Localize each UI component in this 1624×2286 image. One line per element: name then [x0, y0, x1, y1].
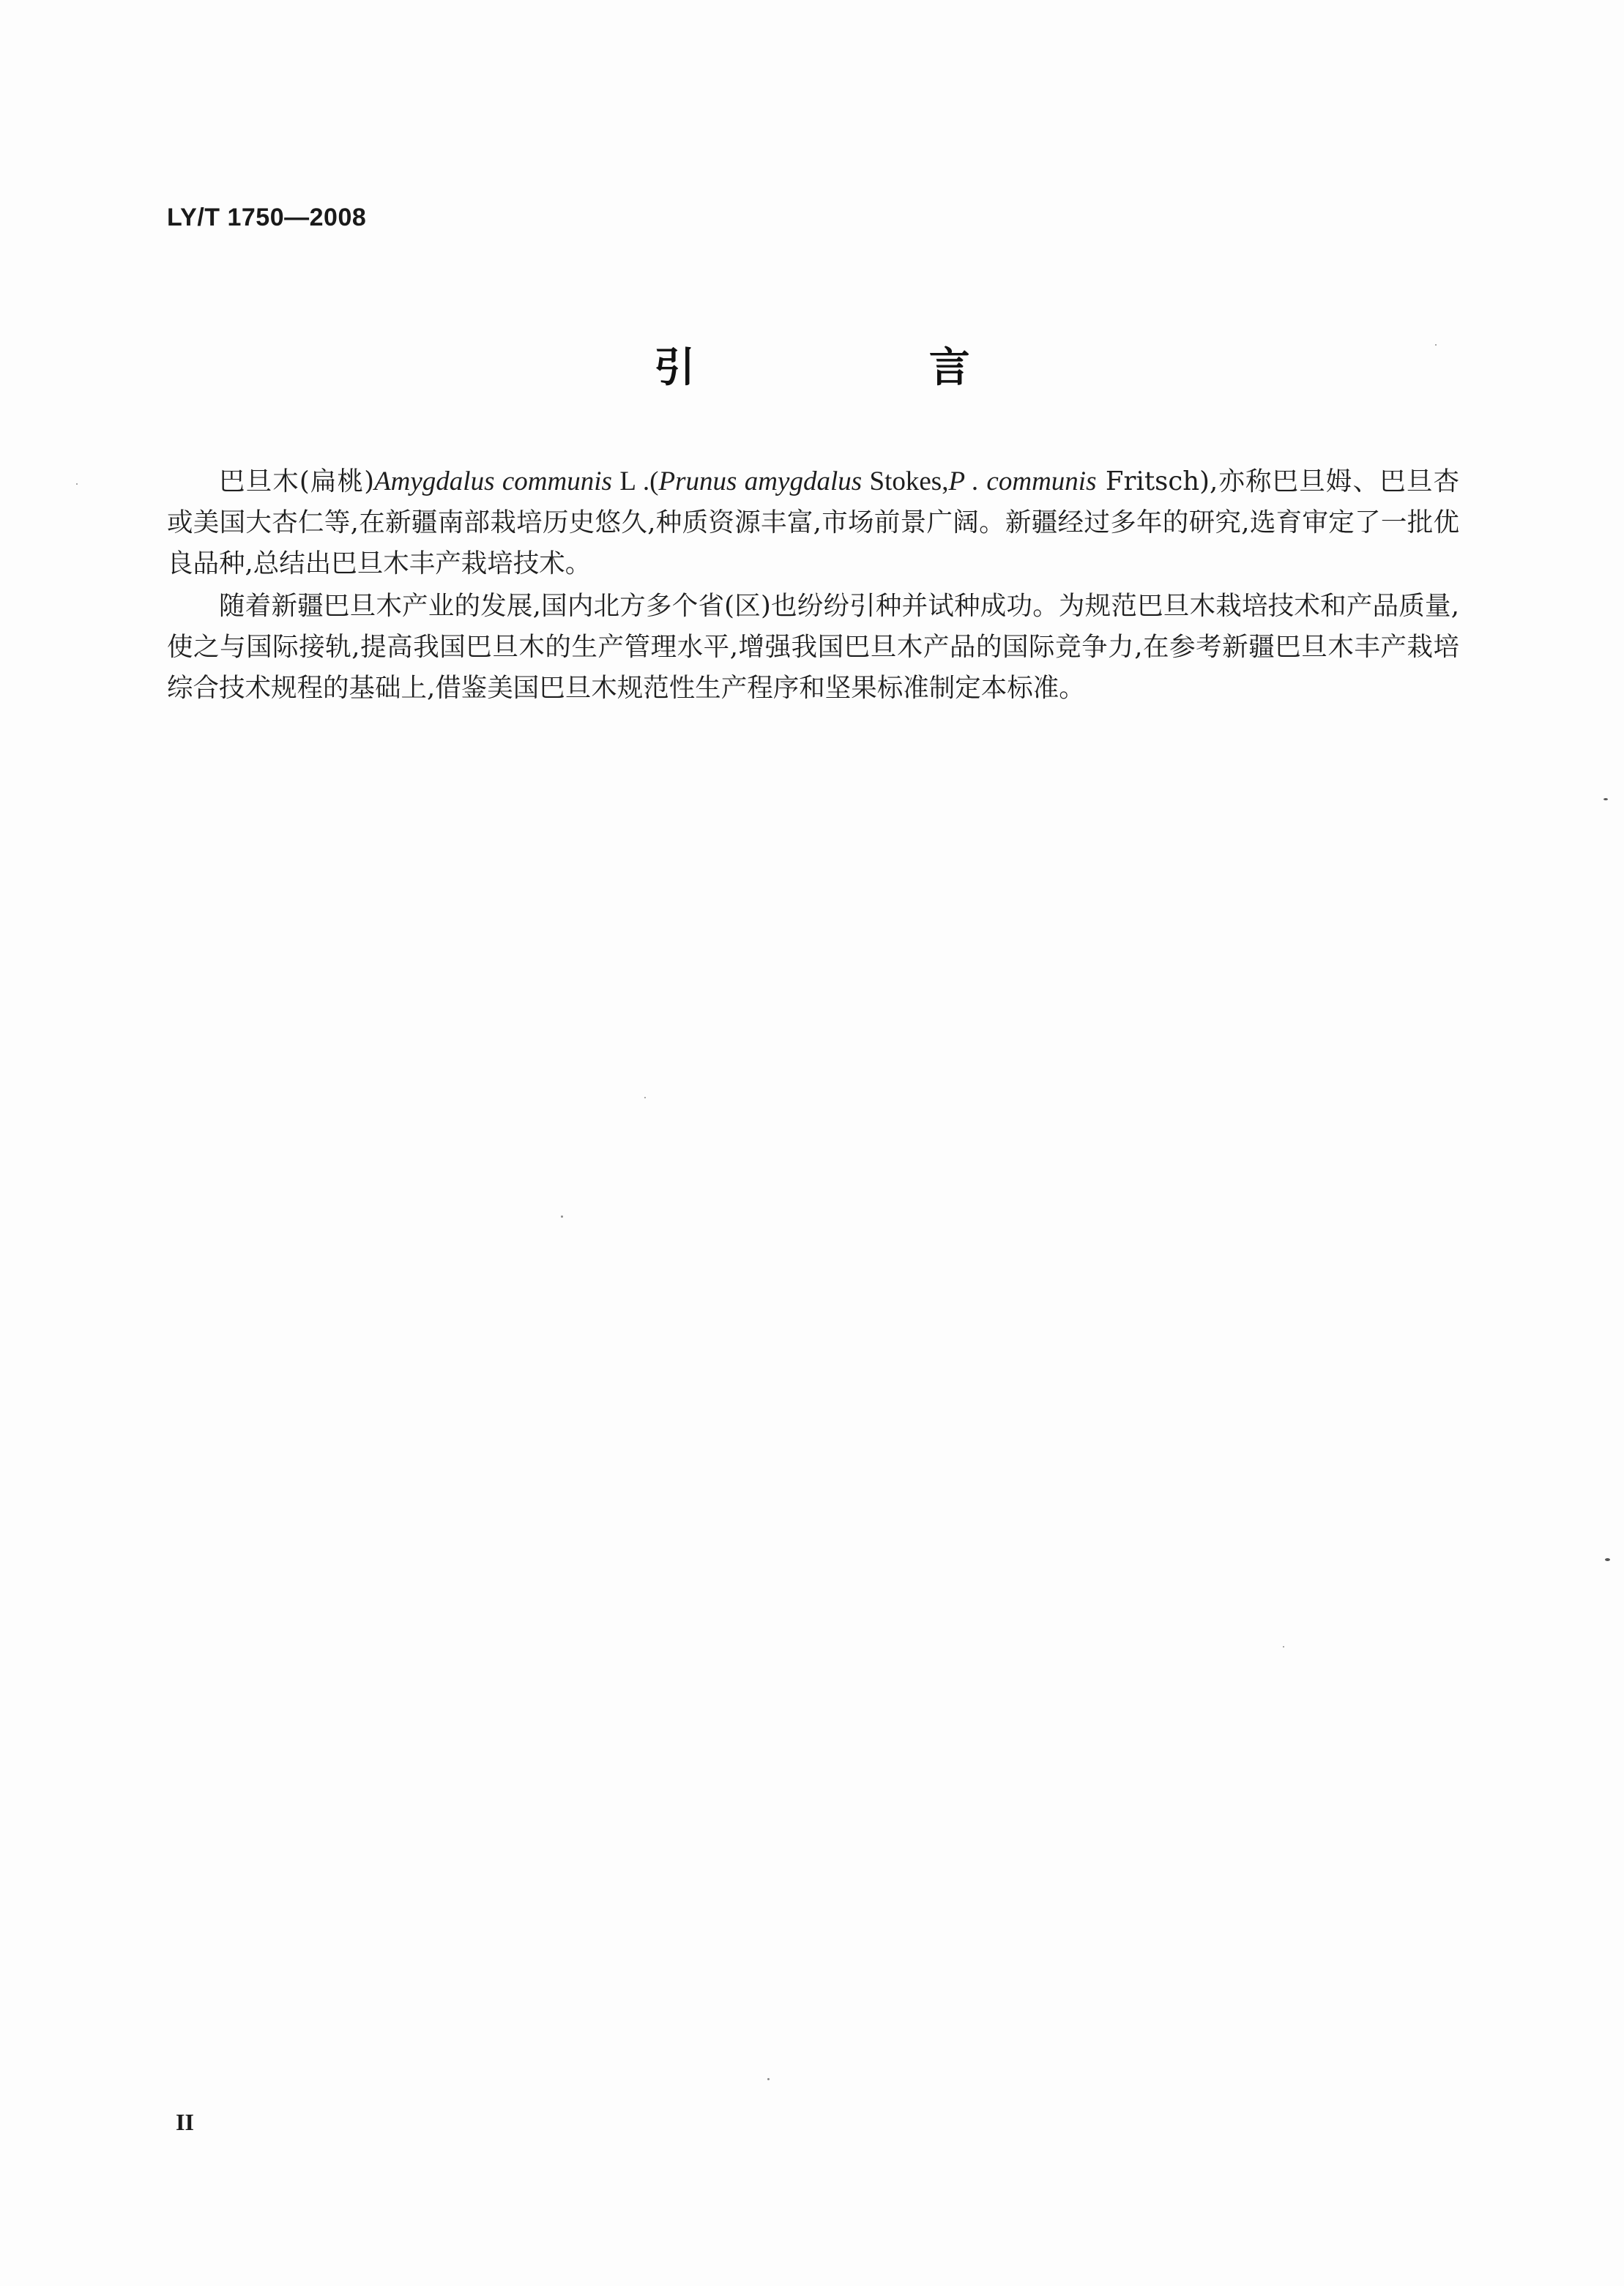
- body-text: [167, 461, 1459, 709]
- author-stokes: Stokes,: [862, 466, 949, 496]
- paragraph-2: 随着新疆巴旦木产业的发展,国内北方多个省(区)也纷纷引种并试种成功。为规范巴旦木栽培技术和产品质量,使之与国际接轨,提高我国巴旦木的生产管理水平,增强我国巴旦木产品的国际竞争力,在参考新疆巴旦木丰产栽培综合技术规程的基础上,借鉴美国巴旦木规范性生产程序和坚果标准制定本标准。: [167, 591, 1459, 703]
- scan-speck: [767, 2078, 770, 2080]
- scan-speck: [1283, 1646, 1284, 1648]
- page-title: 引 言: [654, 344, 1080, 392]
- standard-code: LY/T 1750—2008: [167, 204, 367, 231]
- scan-speck: [1435, 344, 1437, 346]
- author-abbrev-l: L .(: [611, 466, 659, 496]
- scientific-name-prunus: Prunus amygdalus: [658, 466, 863, 496]
- scan-speck: [1605, 1558, 1610, 1561]
- paragraph-1-text-a: 巴旦木(扁桃): [219, 466, 375, 496]
- scan-speck: [1603, 798, 1608, 800]
- scan-speck: [76, 483, 78, 485]
- page-number: II: [176, 2109, 194, 2135]
- scientific-name-amygdalus: Amygdalus communis: [374, 466, 612, 496]
- paragraph-1: [167, 461, 1459, 584]
- scientific-name-p-communis: P . communis: [948, 466, 1097, 496]
- paragraph-1-text-b: Fritsch),亦称巴旦姆、巴旦杏或美国大杏仁等,在新疆南部栽培历史悠久,种质资源丰富,市场前景广阔。新疆经过多年的研究,选育审定了一批优良品种,总结出巴旦木丰产栽培技术。: [167, 466, 1460, 578]
- scan-speck: [644, 1097, 646, 1098]
- scan-speck: [561, 1215, 563, 1218]
